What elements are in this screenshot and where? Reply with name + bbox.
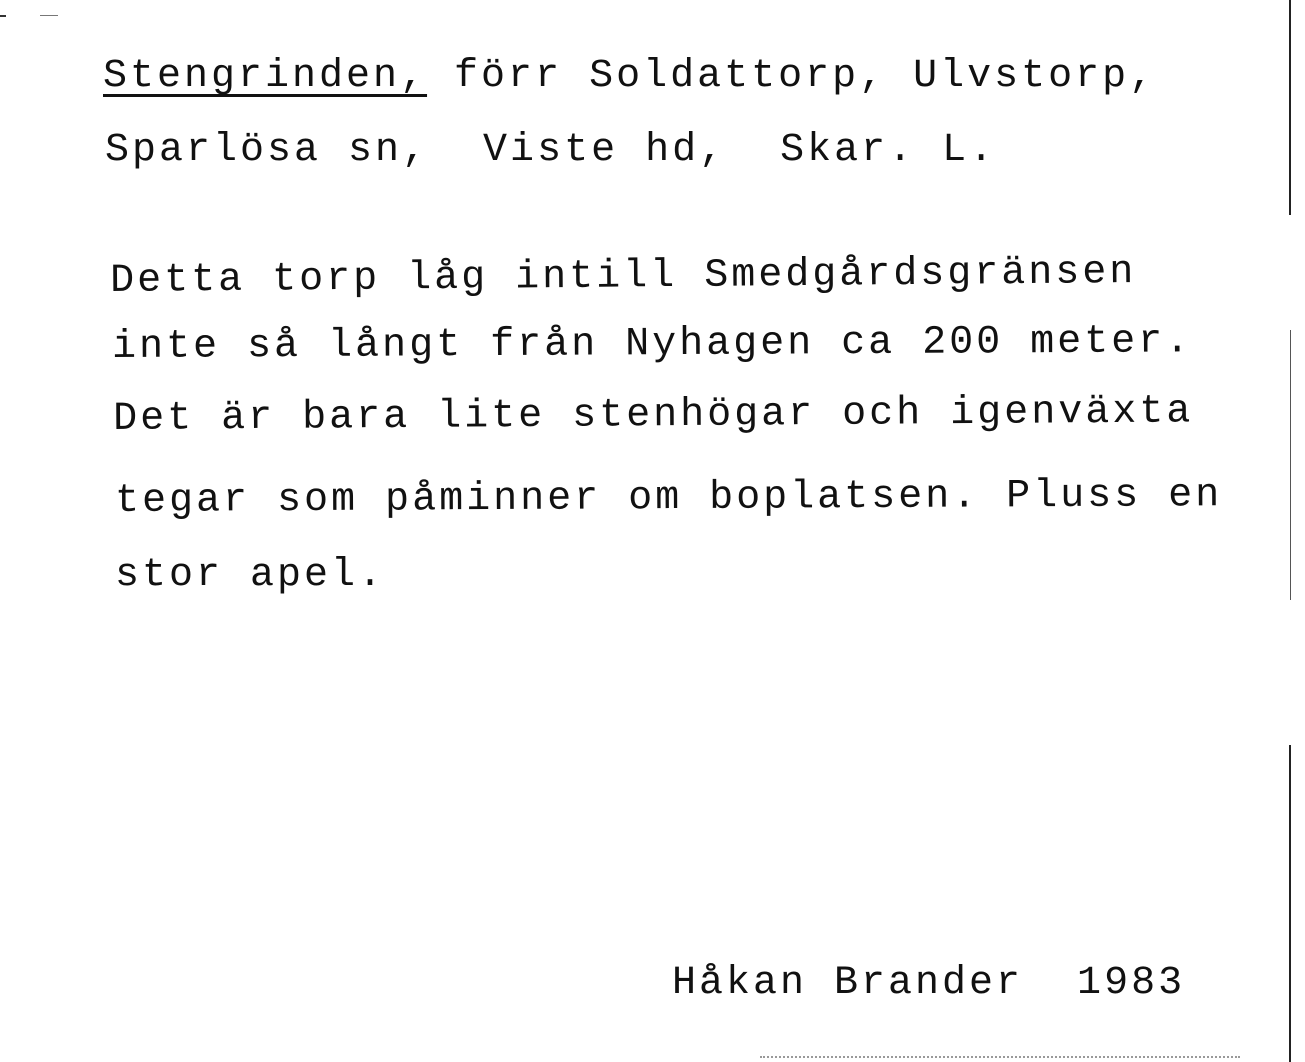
scan-mark xyxy=(40,15,58,16)
heading-line-2: Sparlösa sn, Viste hd, Skar. L. xyxy=(105,128,997,173)
card-edge xyxy=(1289,0,1291,215)
card-edge xyxy=(1290,330,1291,600)
card-edge xyxy=(1289,745,1291,1062)
body-line: Det är bara lite stenhögar och igenväxta xyxy=(112,389,1194,442)
place-name: Stengrinden, xyxy=(103,54,428,99)
body-line: tegar som påminner om boplatsen. Pluss en xyxy=(114,473,1223,524)
scan-mark xyxy=(0,15,6,17)
heading-rest: förr Soldattorp, Ulvstorp, xyxy=(427,54,1157,99)
body-line: stor apel. xyxy=(115,553,386,598)
signature: Håkan Brander 1983 xyxy=(672,961,1186,1006)
body-line: inte så långt från Nyhagen ca 200 meter. xyxy=(111,319,1193,370)
scan-dots xyxy=(760,1054,1240,1058)
body-line: Detta torp låg intill Smedgårdsgränsen xyxy=(109,250,1137,304)
heading-line-1 xyxy=(103,54,1157,99)
